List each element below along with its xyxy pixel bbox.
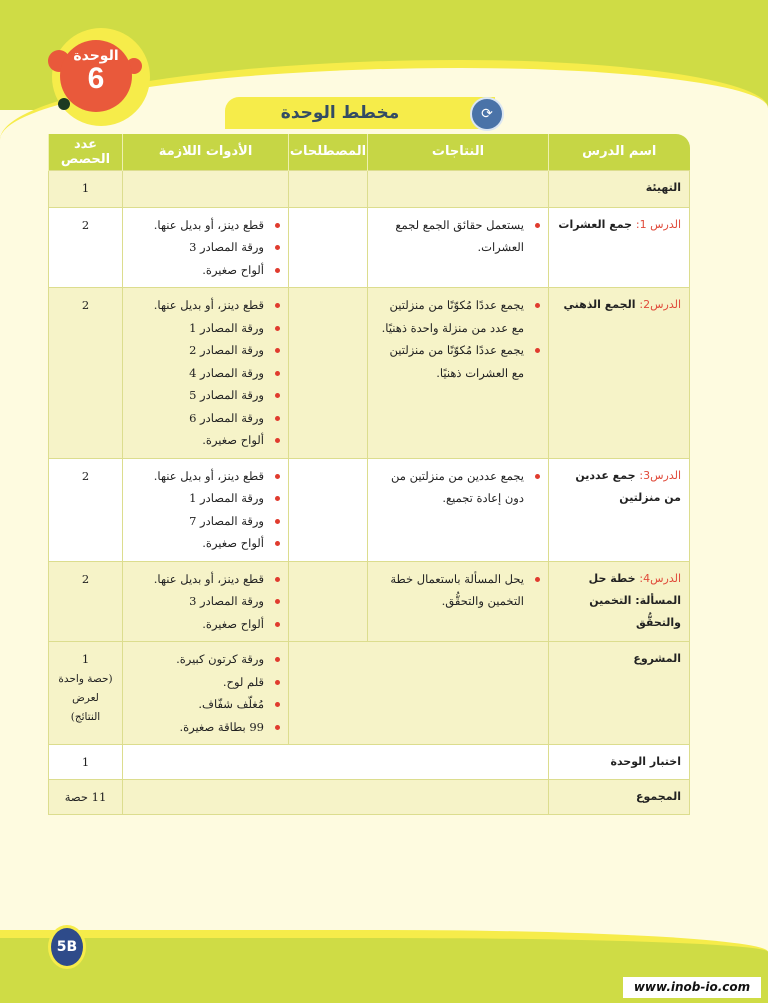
list-item: ألواح صغيرة.: [131, 429, 280, 452]
lesson-prefix: الدرس3:: [639, 468, 681, 482]
list-item: يجمع عددًا مُكوّنًا من منزلتين مع العشرات ذهنيًا.: [376, 339, 540, 384]
session-count: [49, 642, 123, 745]
list-item: ورقة المصادر 1: [131, 487, 280, 510]
header-terms: المصطلحات: [289, 134, 368, 170]
list-item: ورقة المصادر 4: [131, 362, 280, 385]
empty-cell: [123, 780, 549, 815]
session-count: 2: [49, 561, 123, 642]
list-item: ورقة المصادر 3: [131, 590, 280, 613]
session-count: 1: [49, 745, 123, 780]
unit-number: 6: [87, 62, 105, 95]
empty-cell: [289, 642, 549, 745]
table-row: [49, 207, 690, 288]
page-title: مخطط الوحدة: [225, 97, 495, 129]
table-row: [49, 288, 690, 459]
outcomes: [368, 207, 549, 288]
lesson-name: [549, 458, 690, 561]
list-item: ورقة المصادر 3: [131, 236, 280, 259]
tools: [123, 207, 289, 288]
lesson-title: خطة حل المسألة: التخمين والتحقُّق: [588, 571, 681, 629]
table-row: [49, 780, 690, 815]
table-row: [49, 458, 690, 561]
lesson-name: [549, 288, 690, 459]
list-item: يجمع عددين من منزلتين من دون إعادة تجميع.: [376, 465, 540, 510]
header-tools: الأدوات اللازمة: [123, 134, 289, 170]
count-value: 1: [81, 652, 90, 666]
list-item: 99 بطاقة صغيرة.: [131, 716, 280, 739]
tools: [123, 288, 289, 459]
list-item: ورقة كرتون كبيرة.: [131, 648, 280, 671]
list-item: قلم لوح.: [131, 671, 280, 694]
unit-number-badge: [60, 40, 132, 112]
list-item: ورقة المصادر 2: [131, 339, 280, 362]
dna-cycle-icon: ⟳: [470, 97, 504, 131]
empty-cell: [123, 745, 549, 780]
watermark: www.inob-io.com: [623, 977, 761, 998]
list-item: ورقة المصادر 6: [131, 407, 280, 430]
list-item: قطع دينز، أو بديل عنها.: [131, 294, 280, 317]
table-header: [49, 134, 690, 170]
empty-cell: [123, 170, 289, 207]
lesson-name: المشروع: [549, 642, 690, 745]
lesson-prefix: الدرس2:: [639, 298, 681, 311]
list-item: يحل المسألة باستعمال خطة التخمين والتحقُّق.: [376, 568, 540, 613]
session-count: 1: [49, 170, 123, 207]
header-lesson: اسم الدرس: [549, 134, 690, 170]
session-count: 2: [49, 288, 123, 459]
header-count: عدد الحصص: [49, 134, 123, 170]
count-note: (حصة واحدة لعرض النتائج): [58, 673, 113, 723]
tools: [123, 561, 289, 642]
tools: [123, 642, 289, 745]
table-row: [49, 170, 690, 207]
lesson-title: جمع العشرات: [558, 217, 633, 231]
lesson-name: التهيئة: [549, 170, 690, 207]
empty-cell: [289, 288, 368, 459]
empty-cell: [289, 207, 368, 288]
empty-cell: [289, 170, 368, 207]
table-row: [49, 745, 690, 780]
list-item: ورقة المصادر 1: [131, 317, 280, 340]
list-item: ورقة المصادر 5: [131, 384, 280, 407]
lesson-name: اختبار الوحدة: [549, 745, 690, 780]
list-item: قطع دينز، أو بديل عنها.: [131, 214, 280, 237]
page-number: 5B: [48, 925, 86, 969]
session-count: 2: [49, 458, 123, 561]
lesson-prefix: الدرس 1:: [635, 217, 681, 231]
lesson-name: المجموع: [549, 780, 690, 815]
lesson-prefix: الدرس4:: [639, 571, 681, 585]
empty-cell: [368, 170, 549, 207]
unit-label: الوحدة: [73, 48, 119, 64]
session-count: 11 حصة: [49, 780, 123, 815]
outcomes: [368, 288, 549, 459]
unit-plan-table: [48, 134, 690, 815]
lesson-name: [549, 561, 690, 642]
list-item: قطع دينز، أو بديل عنها.: [131, 465, 280, 488]
list-item: يستعمل حقائق الجمع لجمع العشرات.: [376, 214, 540, 259]
table-row: [49, 561, 690, 642]
outcomes: [368, 458, 549, 561]
list-item: مُغلّف شفّاف.: [131, 693, 280, 716]
empty-cell: [289, 561, 368, 642]
list-item: ألواح صغيرة.: [131, 613, 280, 636]
list-item: ألواح صغيرة.: [131, 532, 280, 555]
outcomes: [368, 561, 549, 642]
lesson-title: الجمع الذهني: [563, 298, 636, 311]
empty-cell: [289, 458, 368, 561]
table-row: [49, 642, 690, 745]
list-item: ألواح صغيرة.: [131, 259, 280, 282]
session-count: 2: [49, 207, 123, 288]
tools: [123, 458, 289, 561]
lesson-name: [549, 207, 690, 288]
list-item: قطع دينز، أو بديل عنها.: [131, 568, 280, 591]
list-item: يجمع عددًا مُكوّنًا من منزلتين مع عدد من منزلة واحدة ذهنيًا.: [376, 294, 540, 339]
header-outcomes: النتاجات: [368, 134, 549, 170]
lesson-title: جمع عددين من منزلتين: [575, 468, 681, 504]
list-item: ورقة المصادر 7: [131, 510, 280, 533]
